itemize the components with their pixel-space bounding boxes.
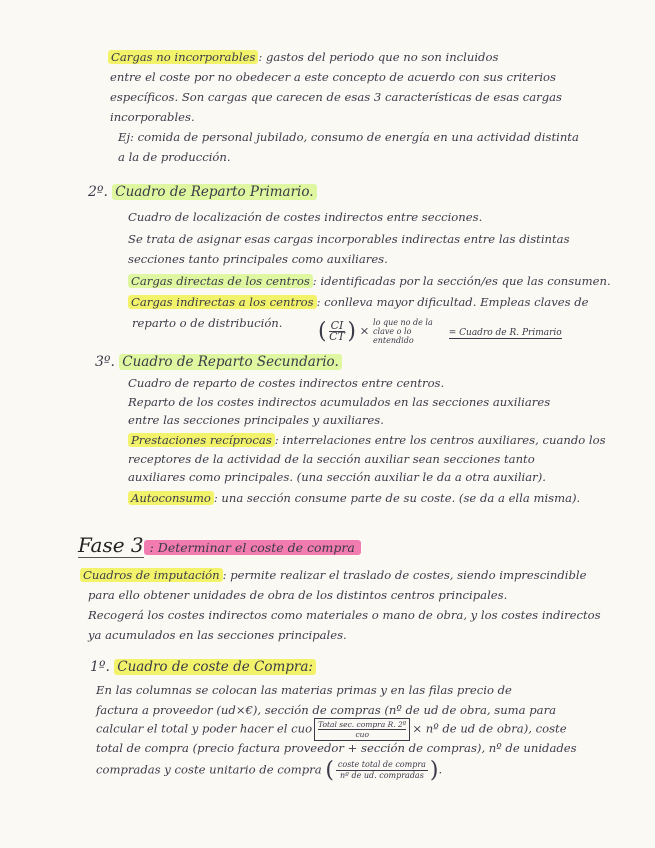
formula-note: lo que no de la clave o lo entendido xyxy=(373,318,433,345)
coste-unitario-line: compradas y coste unitario de compra ( $\frac{\text{coste total de compra}}{\text{nº de ud. compradas}}$ ). xyxy=(96,758,443,783)
fase-heading xyxy=(78,533,361,560)
cuadros-imputacion-line: Cuadros de imputación : permite realizar el traslado de costes, siendo imprescindible xyxy=(80,568,587,583)
highlight-term: Cargas indirectas a los centros xyxy=(128,295,317,309)
text-line: Ej: comida de personal jubilado, consumo de energía en una actividad distinta xyxy=(118,130,579,144)
text-line: incorporables. xyxy=(110,110,195,124)
section-title: Cuadro de Reparto Primario. xyxy=(112,184,316,200)
reparto-formula: ( $\frac{CI}{CT}$ ) × lo que no de la clave o lo entendido = Cuadro de R. Primario xyxy=(318,318,562,345)
cuo-fraction: Total sec. compra R. 2º cuo xyxy=(314,718,410,741)
text-line: a la de producción. xyxy=(118,150,231,164)
text-line: En las columnas se colocan las materias primas y en las filas precio de xyxy=(96,683,512,697)
cargas-no-incorporables-line: Cargas no incorporables : gastos del periodo que no son incluidos xyxy=(108,50,498,65)
highlight-term: Cuadros de imputación xyxy=(80,568,223,582)
text-line: secciones tanto principales como auxiliares. xyxy=(128,252,388,266)
text-line: factura a proveedor (ud×€), sección de compras (nº de ud de obra, suma para xyxy=(96,703,557,717)
highlight-term: Autoconsumo xyxy=(128,491,214,505)
cargas-directas-line: Cargas directas de los centros : identificadas por la sección/es que las consumen. xyxy=(128,274,611,289)
section-heading: 3º. Cuadro de Reparto Secundario. xyxy=(95,355,342,370)
formula-result: = Cuadro de R. Primario xyxy=(448,327,562,338)
text-line: específicos. Son cargas que carecen de esas 3 características de esas cargas xyxy=(110,90,562,104)
prestaciones-line: Prestaciones recíprocas : interrelaciones entre los centros auxiliares, cuando los xyxy=(128,433,606,448)
text-line: entre las secciones principales y auxiliares. xyxy=(128,413,384,427)
fase-word: Fase 3 xyxy=(78,533,144,557)
cuo-formula-line: calcular el total y poder hacer el cuo Total sec. compra R. 2º cuo × nº de ud de obra), coste xyxy=(96,720,567,739)
section-heading: 1º. Cuadro de coste de Compra: xyxy=(90,660,316,675)
text-line: Cuadro de reparto de costes indirectos entre centros. xyxy=(128,376,445,390)
coste-unitario-fraction: $\frac{\text{coste total de compra}}{\text{nº de ud. compradas}}$ xyxy=(337,760,426,780)
text-line: total de compra (precio factura proveedor + sección de compras), nº de unidades xyxy=(96,741,577,755)
highlight-term: Cargas directas de los centros xyxy=(128,274,313,288)
section-title: Cuadro de Reparto Secundario. xyxy=(119,354,341,370)
ci-ct-fraction: $\frac{CI}{CT}$ xyxy=(329,319,345,343)
text-line: receptores de la actividad de la sección auxiliar sean secciones tanto xyxy=(128,452,535,466)
text-line: para ello obtener unidades de obra de los distintos centros principales. xyxy=(88,588,508,602)
text-line: ya acumulados en las secciones principales. xyxy=(88,628,347,642)
fase-title: : Determinar el coste de compra xyxy=(144,540,361,555)
text-line: Se trata de asignar esas cargas incorporables indirectas entre las distintas xyxy=(128,232,570,246)
section-title: Cuadro de coste de Compra: xyxy=(114,659,316,675)
text-line: Recogerá los costes indirectos como materiales o mano de obra, y los costes indirectos xyxy=(88,608,601,622)
autoconsumo-line: Autoconsumo : una sección consume parte de su coste. (se da a ella misma). xyxy=(128,491,580,506)
section-heading: 2º. Cuadro de Reparto Primario. xyxy=(88,185,317,200)
text-line: Reparto de los costes indirectos acumulados en las secciones auxiliares xyxy=(128,395,551,409)
text-line: Cuadro de localización de costes indirectos entre secciones. xyxy=(128,210,483,224)
cargas-indirectas-line: Cargas indirectas a los centros : conlleva mayor dificultad. Empleas claves de xyxy=(128,295,589,310)
text-line: auxiliares como principales. (una sección auxiliar le da a otra auxiliar). xyxy=(128,470,546,484)
text-line: entre el coste por no obedecer a este concepto de acuerdo con sus criterios xyxy=(110,70,556,84)
highlight-term: Cargas no incorporables xyxy=(108,50,258,64)
highlight-term: Prestaciones recíprocas xyxy=(128,433,275,447)
text-line: reparto o de distribución. xyxy=(132,316,283,330)
